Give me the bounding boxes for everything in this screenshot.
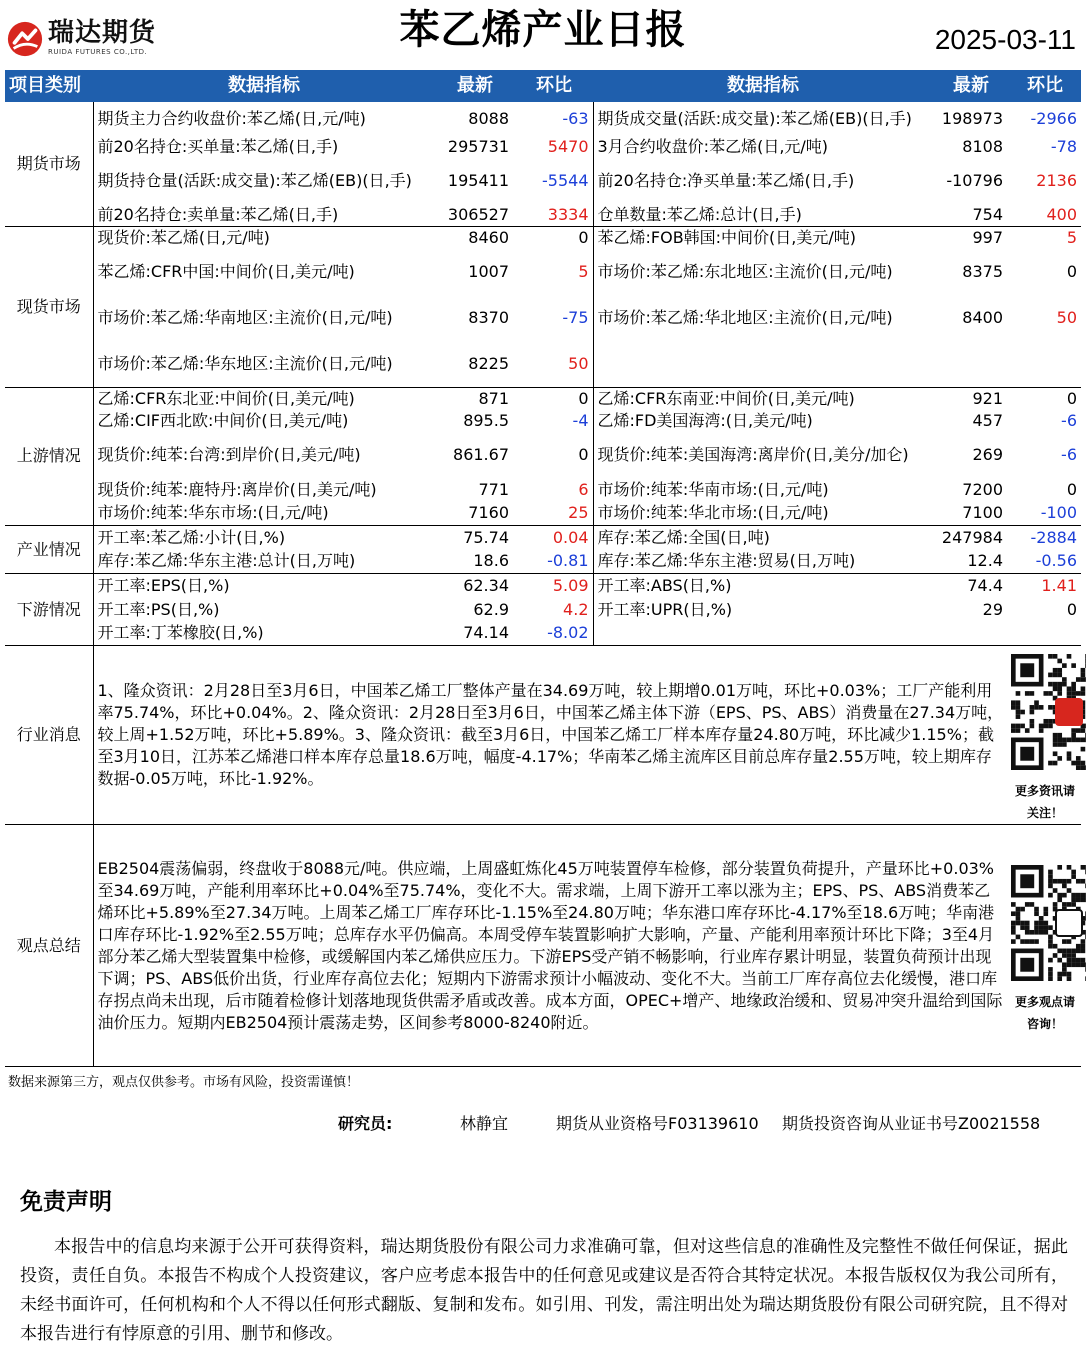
change-value-right: -6 (1061, 410, 1077, 430)
latest-value-right: 7100 (933, 502, 1009, 526)
change-value-right: 1.41 (1041, 575, 1077, 595)
change-value: 5470 (515, 136, 593, 158)
indicator-name-right: 3月合约收盘价:苯乙烯(日,元/吨) (597, 137, 829, 156)
table-row (5, 227, 1081, 250)
indicator-name-right: 仓单数量:苯乙烯:总计(日,手) (593, 204, 933, 227)
header-category: 项目类别 (5, 70, 93, 102)
indicator-name-right: 市场价:纯苯:华北市场:(日,元/吨) (593, 502, 933, 526)
researcher-label: 研究员: (338, 1114, 393, 1133)
table-row (5, 432, 1081, 478)
report-header (0, 0, 1086, 68)
change-value-right: -100 (1009, 502, 1081, 526)
latest-value: 62.34 (463, 575, 509, 595)
change-value-right: 0 (1066, 388, 1077, 408)
latest-value: 306527 (435, 204, 515, 227)
indicator-name-right (593, 622, 933, 646)
section-category: 产业情况 (5, 526, 93, 574)
table-row (5, 410, 1081, 432)
latest-value: 8370 (468, 308, 509, 327)
indicator-name: 市场价:苯乙烯:华南地区:主流价(日,元/吨) (97, 308, 393, 327)
researcher-license: 期货从业资格号F03139610 (556, 1114, 759, 1133)
opinion-label: 观点总结 (5, 825, 93, 1067)
header-latest: 最新 (435, 70, 515, 102)
latest-value: 871 (478, 388, 509, 408)
change-value-right (1009, 341, 1081, 387)
indicator-name: 前20名持仓:买单量:苯乙烯(日,手) (97, 137, 339, 156)
latest-value: 74.14 (435, 622, 515, 646)
risk-note: 数据来源第三方，观点仅供参考。市场有风险，投资需谨慎！ (8, 1075, 360, 1090)
change-value: 0 (515, 432, 593, 478)
latest-value-right: 8108 (962, 137, 1003, 156)
change-value: 50 (515, 341, 593, 387)
latest-value: 1007 (468, 262, 509, 281)
table-row (5, 387, 1081, 410)
change-value-right: -2966 (1030, 109, 1077, 128)
latest-value-right: 754 (933, 204, 1009, 227)
latest-value-right: 198973 (941, 109, 1003, 128)
table-row (5, 526, 1081, 550)
section-category: 下游情况 (5, 574, 93, 646)
researcher-consult-license: 期货投资咨询从业证书号Z0021558 (782, 1114, 1041, 1133)
logo-english-name: RUIDA FUTURES CO.,LTD. (48, 48, 148, 56)
table-row (5, 598, 1081, 622)
change-value: 0 (515, 387, 593, 410)
change-value-right: 0 (1066, 479, 1077, 499)
latest-value-right: 247984 (941, 527, 1003, 547)
change-value-right: 50 (1056, 308, 1077, 327)
latest-value: 8088 (468, 109, 509, 128)
header-change-right: 环比 (1009, 70, 1081, 102)
change-value-right: -0.56 (1009, 550, 1081, 574)
latest-value: 75.74 (463, 527, 509, 547)
change-value: -5544 (515, 158, 593, 204)
latest-value-right: 997 (972, 228, 1003, 247)
report-title: 苯乙烯产业日报 (399, 7, 687, 53)
indicator-name: 库存:苯乙烯:华东主港:总计(日,万吨) (93, 550, 435, 574)
latest-value-right: 269 (972, 444, 1003, 464)
latest-value: 895.5 (463, 410, 509, 430)
table-row (5, 574, 1081, 598)
table-row (5, 204, 1081, 227)
header-change: 环比 (515, 70, 593, 102)
indicator-name: 开工率:EPS(日,%) (97, 575, 230, 595)
indicator-name-right: 市场价:苯乙烯:东北地区:主流价(日,元/吨) (597, 262, 893, 281)
indicator-name: 开工率:苯乙烯:小计(日,%) (97, 527, 286, 547)
change-value: 4.2 (515, 598, 593, 622)
latest-value-right: 74.4 (967, 575, 1003, 595)
change-value: 3334 (515, 204, 593, 227)
latest-value: 8460 (468, 228, 509, 247)
section-category: 上游情况 (5, 387, 93, 526)
indicator-name: 开工率:PS(日,%) (97, 599, 220, 619)
industry_news-qr-cell (1009, 646, 1081, 825)
latest-value: 62.9 (473, 599, 509, 619)
header-latest-right: 最新 (933, 70, 1009, 102)
header-indicator: 数据指标 (93, 70, 435, 102)
indicator-name-right: 前20名持仓:净买单量:苯乙烯(日,手) (597, 171, 855, 190)
indicator-name: 市场价:纯苯:华东市场:(日,元/吨) (93, 502, 435, 526)
indicator-name-right: 乙烯:FD美国海湾:(日,美元/吨) (597, 410, 813, 430)
change-value: -4 (515, 410, 593, 432)
opinion-text: EB2504震荡偏弱，终盘收于8088元/吨。供应端，上周盛虹炼化45万吨装置停车检修，部分装置负荷提升，产量环比+0.03%至34.69万吨，产能利用率环比+0.04%至75.74%，变化不大。需求端，上周下游开工率以涨为主；EPS、PS、ABS消费苯乙烯环比+5.89%至27.34万吨。上周苯乙烯工厂库存环比-1.15%至24.80万吨；华东港口库存环比-4.17%至18.6万吨；华南港口库存环比-1.92%至2.55万吨；总库存水平仍偏高。本周受停车装置影响扩大影响，产量、产能利用率预计环比下降；3至4月部分苯乙烯大型装置集中检修，或缓解国内苯乙烯供应压力。下游EPS受产销不畅影响，行业库存累计明显，装置负荷预计出现下调；PS、ABS低价出货，行业库存高位去化；短期内下游需求预计小幅波动、变化不大。当前工厂库存高位去化缓慢，港口库存拐点尚未出现，后市随着检修计划落地现货供需矛盾或改善。成本方面，OPEC+增产、地缘政治缓和、贸易冲突升温给到国际油价压力。短期内EB2504预计震荡走势，区间参考8000-8240附近。 (93, 825, 1009, 1067)
change-value-right (1009, 622, 1081, 646)
indicator-name: 乙烯:CFR东北亚:中间价(日,美元/吨) (97, 388, 355, 408)
change-value-right: -6 (1061, 444, 1077, 464)
section-category: 现货市场 (5, 227, 93, 388)
indicator-name: 市场价:苯乙烯:华东地区:主流价(日,元/吨) (93, 341, 435, 387)
industry_news-text: 1、隆众资讯：2月28日至3月6日，中国苯乙烯工厂整体产量在34.69万吨，较上期增0.01万吨，环比+0.03%；工厂产能利用率75.74%，环比+0.04%。2、隆众资讯：2月28日至3月6日，中国苯乙烯主体下游（EPS、PS、ABS）消费量在27.34万吨，较上周+1.52万吨，环比+5.89%。3、隆众资讯：截至3月6日，中国苯乙烯工厂样本库存量24.80万吨，环比减少1.15%；截至3月10日，江苏苯乙烯港口样本库存总量18.6万吨，幅度-4.17%；华南苯乙烯主流库区目前总库存量2.55万吨，较上期库存数据-0.05万吨，环比-1.92%。 (93, 646, 1009, 825)
latest-value-right: 8375 (962, 262, 1003, 281)
indicator-name-right: 库存:苯乙烯:全国(日,吨) (597, 527, 770, 547)
table-row (5, 550, 1081, 574)
report-date: 2025-03-11 (934, 24, 1076, 55)
disclaimer-title: 免责声明 (20, 1189, 112, 1215)
indicator-name-right: 开工率:UPR(日,%) (597, 599, 733, 619)
change-value: 0.04 (515, 526, 593, 550)
change-value: -0.81 (515, 550, 593, 574)
indicator-name-right: 期货成交量(活跃:成交量):苯乙烯(EB)(日,手) (597, 109, 912, 128)
indicator-name-right: 乙烯:CFR东南亚:中间价(日,美元/吨) (597, 388, 855, 408)
latest-value-right (933, 622, 1009, 646)
indicator-name: 现货价:纯苯:鹿特丹:离岸价(日,美元/吨) (97, 479, 377, 499)
latest-value-right: 457 (972, 410, 1003, 430)
latest-value: 295731 (447, 137, 509, 156)
latest-value: 7160 (435, 502, 515, 526)
latest-value: 195411 (447, 171, 509, 190)
qr-code-icon (1011, 654, 1086, 776)
latest-value-right (933, 341, 1009, 387)
latest-value-right: 921 (972, 388, 1003, 408)
change-value: -63 (515, 102, 593, 136)
table-row (5, 102, 1081, 136)
change-value: 5.09 (515, 574, 593, 598)
latest-value: 8225 (435, 341, 515, 387)
latest-value-right: 12.4 (933, 550, 1009, 574)
indicator-name: 期货持仓量(活跃:成交量):苯乙烯(EB)(日,手) (97, 171, 412, 190)
table-row (5, 158, 1081, 204)
indicator-name-right: 市场价:纯苯:华南市场:(日,元/吨) (597, 479, 829, 499)
qr-code-icon (1011, 865, 1086, 987)
latest-value-right: 8400 (962, 308, 1003, 327)
latest-value-right: -10796 (946, 171, 1003, 190)
change-value: -8.02 (515, 622, 593, 646)
indicator-name-right: 苯乙烯:FOB韩国:中间价(日,美元/吨) (597, 228, 857, 247)
table-row (5, 622, 1081, 646)
indicator-name-right: 市场价:苯乙烯:华北地区:主流价(日,元/吨) (597, 308, 893, 327)
change-value-right: 0 (1066, 599, 1077, 619)
qr-caption: 更多观点请咨询！ (1014, 994, 1075, 1031)
table-row (5, 136, 1081, 158)
section-category: 期货市场 (5, 102, 93, 227)
header-indicator-right: 数据指标 (593, 70, 933, 102)
change-value-right: 2136 (1036, 171, 1077, 190)
table-row (5, 295, 1081, 341)
change-value-right: -2884 (1030, 527, 1077, 547)
latest-value: 771 (478, 479, 509, 499)
latest-value-right: 7200 (962, 479, 1003, 499)
change-value-right: 0 (1066, 262, 1077, 281)
change-value-right: 400 (1009, 204, 1081, 227)
disclaimer-text: 本报告中的信息均来源于公开可获得资料，瑞达期货股份有限公司力求准确可靠，但对这些信息的准确性及完整性不做任何保证，据此投资，责任自负。本报告不构成个人投资建议，客户应考虑本报告中的任何意见或建议是否符合其特定状况。本报告版权仅为我公司所有，未经书面许可，任何机构和个人不得以任何形式翻版、复制和发布。如引用、刊发，需注明出处为瑞达期货股份有限公司研究院，且不得对本报告进行有悖原意的引用、删节和修改。 (20, 1237, 1068, 1344)
latest-value-right: 29 (982, 599, 1003, 619)
industry_news-label: 行业消息 (5, 646, 93, 825)
researcher-name: 林静宜 (460, 1114, 509, 1133)
indicator-name-right: 现货价:纯苯:美国海湾:离岸价(日,美分/加仑) (597, 444, 909, 464)
indicator-name: 现货价:纯苯:台湾:到岸价(日,美元/吨) (97, 444, 361, 464)
data-table (5, 70, 1081, 1067)
table-row (5, 249, 1081, 295)
table-row (5, 478, 1081, 502)
change-value-right: -78 (1050, 137, 1077, 156)
change-value-right: 5 (1066, 228, 1077, 247)
indicator-name-right (593, 341, 933, 387)
indicator-name: 苯乙烯:CFR中国:中间价(日,美元/吨) (97, 262, 355, 281)
change-value: 6 (515, 478, 593, 502)
table-row-opinion (5, 825, 1081, 1067)
table-row (5, 502, 1081, 526)
logo-chinese-name: 瑞达期货 (48, 18, 157, 48)
indicator-name: 前20名持仓:卖单量:苯乙烯(日,手) (93, 204, 435, 227)
indicator-name: 开工率:丁苯橡胶(日,%) (93, 622, 435, 646)
indicator-name: 期货主力合约收盘价:苯乙烯(日,元/吨) (97, 109, 366, 128)
table-header-row (5, 70, 1081, 102)
table-row (5, 341, 1081, 387)
change-value: 0 (515, 227, 593, 250)
indicator-name: 乙烯:CIF西北欧:中间价(日,美元/吨) (97, 410, 349, 430)
indicator-name: 现货价:苯乙烯(日,元/吨) (97, 228, 270, 247)
change-value: 25 (515, 502, 593, 526)
latest-value: 18.6 (435, 550, 515, 574)
change-value: 5 (515, 249, 593, 295)
opinion-qr-cell (1009, 825, 1081, 1067)
table-row-industry_news (5, 646, 1081, 825)
indicator-name-right: 库存:苯乙烯:华东主港:贸易(日,万吨) (593, 550, 933, 574)
indicator-name-right: 开工率:ABS(日,%) (597, 575, 732, 595)
qr-caption: 更多资讯请关注！ (1014, 784, 1075, 820)
latest-value: 861.67 (453, 444, 509, 464)
change-value: -75 (515, 295, 593, 341)
